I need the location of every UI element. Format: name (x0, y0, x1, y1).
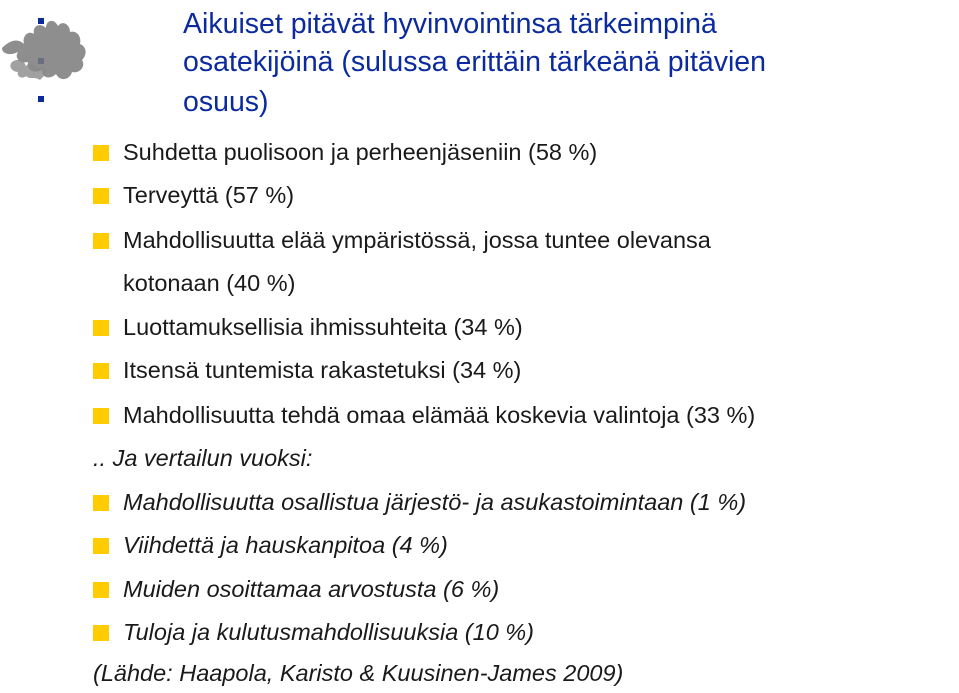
bullet-square-icon (93, 188, 109, 204)
list-item-text: Suhdetta puolisoon ja perheenjäseniin (58 %) (123, 139, 598, 165)
bullet-square-icon (93, 145, 109, 161)
title-line: osatekijöinä (sulussa erittäin tärkeänä pitävien (183, 46, 766, 78)
list-item-text: Viihdettä ja hauskanpitoa (4 %) (123, 532, 448, 558)
list-item-continuation: kotonaan (40 %) (123, 270, 296, 296)
bullet-square-icon (93, 582, 109, 598)
list-item-text: Terveyttä (57 %) (123, 182, 295, 208)
bullet-square-icon (93, 233, 109, 249)
list-item-text: Mahdollisuutta tehdä omaa elämää koskevia valintoja (33 %) (123, 402, 756, 428)
list-item-text: Tuloja ja kulutusmahdollisuuksia (10 %) (123, 619, 535, 645)
list-item-text: Muiden osoittamaa arvostusta (6 %) (123, 576, 500, 602)
title-line: Aikuiset pitävät hyvinvointinsa tärkeimpinä (183, 8, 717, 40)
bullet-square-icon (93, 495, 109, 511)
bullet-square-icon (93, 625, 109, 641)
bullet-square-icon (93, 538, 109, 554)
list-item-text: Mahdollisuutta elää ympäristössä, jossa tuntee olevansa (123, 227, 711, 253)
list-item-text: Mahdollisuutta osallistua järjestö- ja asukastoimintaan (1 %) (123, 489, 747, 515)
list-item-text: Luottamuksellisia ihmissuhteita (34 %) (123, 314, 523, 340)
list-item-text: Itsensä tuntemista rakastetuksi (34 %) (123, 357, 522, 383)
bullet-square-icon (93, 320, 109, 336)
bullet-square-icon (93, 363, 109, 379)
title-line: osuus) (183, 86, 269, 118)
comparison-intro: .. Ja vertailun vuoksi: (93, 445, 313, 471)
source-citation: (Lähde: Haapola, Karisto & Kuusinen-James 2009) (93, 660, 624, 686)
bullet-square-icon (93, 408, 109, 424)
